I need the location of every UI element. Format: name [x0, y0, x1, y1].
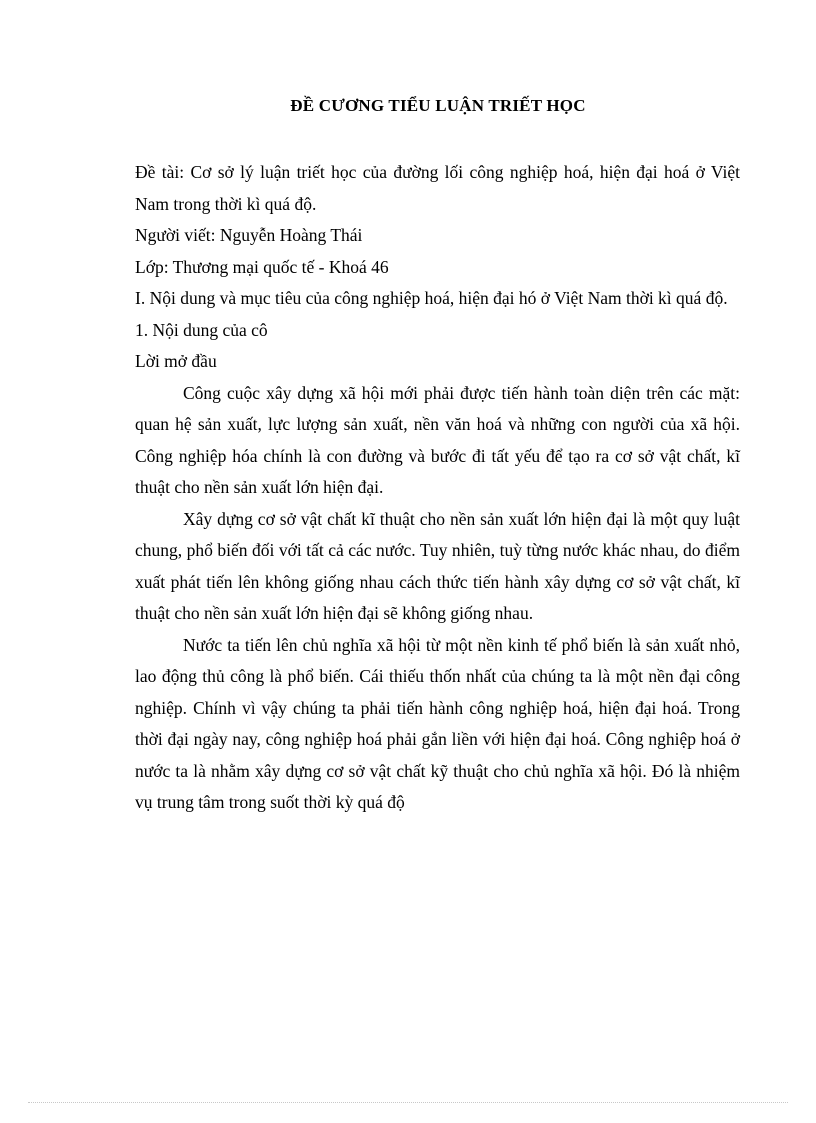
- subsection-heading: 1. Nội dung của cô: [135, 319, 268, 340]
- topic-line: Đề tài: Cơ sở lý luận triết học của đường lối công nghiệp hoá, hiện đại hoá ở Việt Nam trong thời kì quá độ.: [135, 162, 740, 214]
- document-title: ĐỀ CƯƠNG TIỂU LUẬN TRIẾT HỌC: [290, 96, 586, 115]
- page-bottom-rule: [28, 1102, 788, 1103]
- body-paragraph: Nước ta tiến lên chủ nghĩa xã hội từ một nền kinh tế phổ biến là sản xuất nhỏ, lao động thủ công là phổ biến. Cái thiếu thốn nhất của chúng ta là một nền đại công nghiệp. Chính vì vậy chúng ta phải tiến hành công nghiệp hoá, hiện đại hoá. Trong thời đại ngày nay, công nghiệp hoá phải gắn liền với hiện đại hoá. Công nghiệp hoá ở nước ta là nhằm xây dựng cơ sở vật chất kỹ thuật cho chủ nghĩa xã hội. Đó là nhiệm vụ trung tâm trong suốt thời kỳ quá độ: [135, 634, 740, 812]
- class-line: Lớp: Thương mại quốc tế - Khoá 46: [135, 256, 389, 277]
- author-line: Người viết: Nguyễn Hoàng Thái: [135, 225, 363, 245]
- section-heading: I. Nội dung và mục tiêu của công nghiệp hoá, hiện đại hó ở Việt Nam thời kì quá độ.: [135, 288, 728, 308]
- document-body: [135, 157, 740, 819]
- body-paragraph: Xây dựng cơ sở vật chất kĩ thuật cho nền sản xuất lớn hiện đại là một quy luật chung, phổ biến đối với tất cả các nước. Tuy nhiên, tuỳ từng nước khác nhau, do điểm xuất phát tiến lên không giống nhau cách thức tiến hành xây dựng cơ sở vật chất, kĩ thuật cho nền sản xuất lớn hiện đại sẽ không giống nhau.: [135, 508, 740, 623]
- introduction-heading: Lời mở đầu: [135, 351, 217, 371]
- body-paragraph: Công cuộc xây dựng xã hội mới phải được tiến hành toàn diện trên các mặt: quan hệ sản xuất, lực lượng sản xuất, nền văn hoá và những con người của xã hội. Công nghiệp hóa chính là con đường và bước đi tất yếu để tạo ra cơ sở vật chất, kĩ thuật cho nền sản xuất lớn hiện đại.: [135, 382, 740, 497]
